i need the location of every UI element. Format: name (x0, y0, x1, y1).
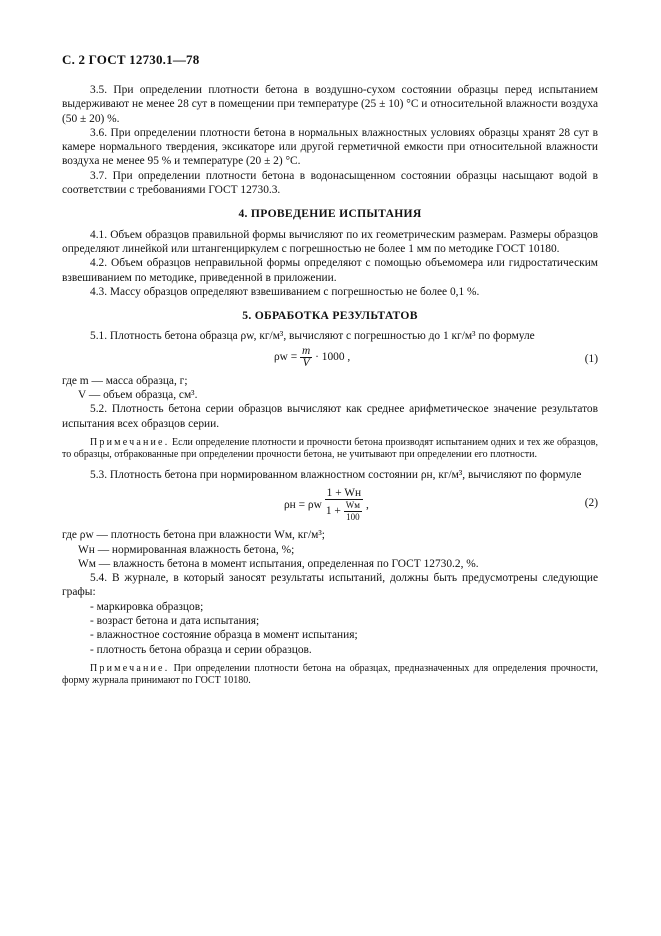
document-body (62, 83, 598, 688)
note-1-label: Примечание. (90, 436, 170, 448)
formula-1-lhs: ρw = (274, 350, 298, 363)
paragraph-5-1: 5.1. Плотность бетона образца ρw, кг/м³, вычисляют с погрешностью до 1 кг/м³ по формуле (90, 330, 535, 343)
paragraph-3-5: 3.5. При определении плотности бетона в воздушно-сухом состоянии образцы перед испытанием выдерживают не менее 28 сут в помещении при температуре (25 ± 10) °С и относительной влажности воздуха (50 ± 20) %. (62, 84, 598, 125)
formula-1 (62, 344, 598, 374)
paragraph-5-4: 5.4. В журнале, в который заносят результаты испытаний, должны быть предусмотрены следующие графы: (62, 572, 598, 599)
where-rho-w: где ρw — плотность бетона при влажности Wм, кг/м³; (62, 529, 325, 542)
paragraph-3-6: 3.6. При определении плотности бетона в нормальных влажностных условиях образцы хранят 28 сут в камере нормального твердения, эксикаторе или другой герметичной емкости при относительной влажности воздуха не менее 95 % и температуре (20 ± 2) °С. (62, 126, 598, 168)
formula-1-numerator: m (302, 344, 311, 357)
formula-2-inner-fraction (344, 500, 362, 523)
section-4-title: 4. ПРОВЕДЕНИЕ ИСПЫТАНИЯ (238, 207, 422, 221)
formula-1-rhs: · 1000 , (315, 350, 351, 363)
formula-2-denominator (325, 500, 363, 523)
formula-2-fraction (325, 488, 363, 523)
formula-2-number: (2) (584, 497, 598, 510)
list-item: - влажностное состояние образца в момент испытания; (90, 629, 358, 642)
formula-2-inner-numerator: Wм (345, 500, 360, 511)
where-m: где m — масса образца, г; (62, 374, 188, 387)
note-2 (62, 663, 598, 688)
list-item: - маркировка образцов; (90, 600, 204, 613)
formula-1-number: (1) (584, 352, 598, 365)
formula-2-den-prefix: 1 + (325, 505, 341, 518)
formula-1-fraction (300, 346, 312, 369)
formula-1-denominator: V (302, 356, 310, 369)
paragraph-5-2: 5.2. Плотность бетона серии образцов вычисляют как среднее арифметическое значение результатов испытания всех образцов серии. (62, 403, 598, 430)
where-w-n: Wн — нормированная влажность бетона, %; (78, 543, 295, 556)
where-w-m: Wм — влажность бетона в момент испытания, определенная по ГОСТ 12730.2, %. (78, 557, 479, 570)
paragraph-4-3: 4.3. Массу образцов определяют взвешиванием с погрешностью не более 0,1 %. (90, 285, 480, 298)
note-1 (62, 437, 598, 462)
paragraph-3-7: 3.7. При определении плотности бетона в водонасыщенном состоянии образцы насыщают водой в соответствии с требованиями ГОСТ 12730.3. (62, 169, 598, 197)
paragraph-4-1: 4.1. Объем образцов правильной формы вычисляют по их геометрическим размерам. Размеры образцов определяют линейкой или штангенциркулем с погрешностью не более 1 мм по методике ГОСТ 10180. (62, 228, 598, 255)
section-5-title: 5. ОБРАБОТКА РЕЗУЛЬТАТОВ (242, 309, 418, 323)
list-item: - возраст бетона и дата испытания; (90, 615, 260, 628)
where-v: V — объем образца, см³. (78, 389, 198, 402)
note-2-label: Примечание. (90, 662, 170, 674)
paragraph-4-2: 4.2. Объем образцов неправильной формы определяют с помощью объемомера или гидростатическим взвешиванием по методике, приведенной в приложении. (62, 257, 598, 284)
formula-2 (62, 482, 598, 528)
formula-2-lhs: ρн = ρw (284, 499, 322, 512)
page-header: С. 2 ГОСТ 12730.1—78 (62, 52, 200, 67)
list-item: - плотность бетона образца и серии образцов. (90, 643, 312, 656)
formula-2-tail: , (366, 499, 369, 512)
note-2-text: При определении плотности бетона на образцах, предназначенных для определения прочности, форму журнала принимают по ГОСТ 10180. (62, 662, 598, 687)
paragraph-5-3: 5.3. Плотность бетона при нормированном влажностном состоянии ρн, кг/м³, вычисляют по формуле (90, 468, 582, 481)
formula-2-inner-denominator: 100 (346, 512, 360, 523)
note-1-text: Если определение плотности и прочности бетона производят испытанием одних и тех же образцов, то образцы, отбракованные при определении прочности бетона, не учитывают при определении его плотности. (62, 436, 599, 461)
formula-2-numerator: 1 + Wн (326, 487, 362, 500)
